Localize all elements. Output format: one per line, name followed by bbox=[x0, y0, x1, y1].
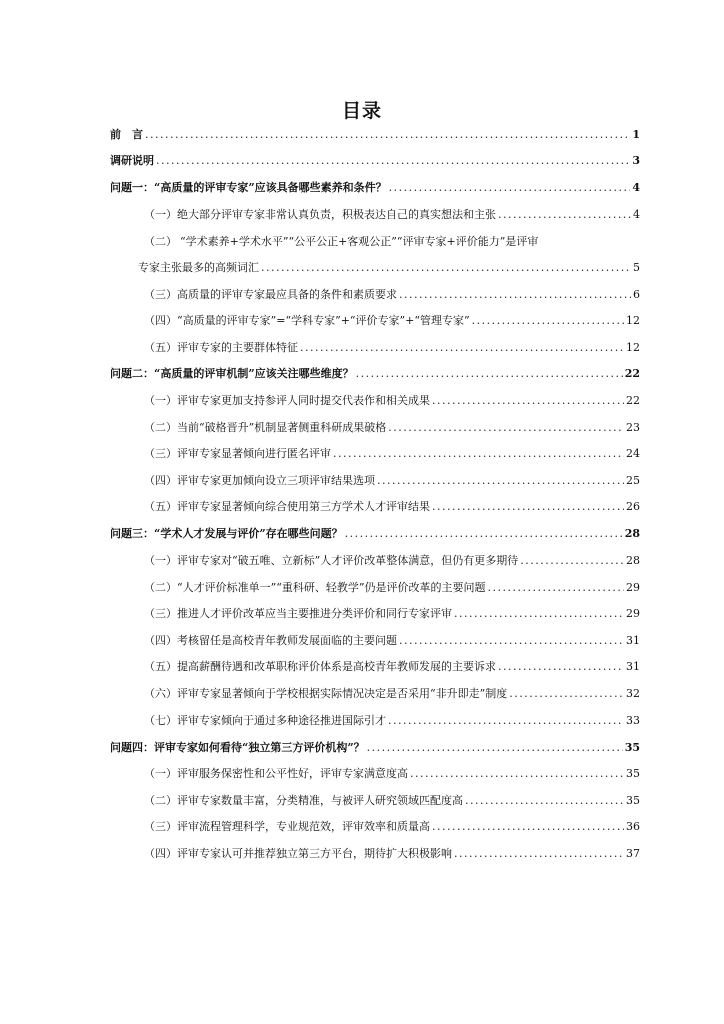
toc-leader-dots bbox=[399, 634, 624, 648]
toc-entry-text: 调研说明 bbox=[110, 154, 154, 167]
toc-subsection-entry[interactable] bbox=[110, 447, 640, 461]
toc-entry-text: 高质量的评审专家最应具备的条件和素质要求 bbox=[177, 288, 397, 301]
toc-subsection-entry[interactable] bbox=[110, 767, 640, 781]
toc-leader-dots bbox=[389, 181, 631, 195]
toc-entry-text: 绝大部分评审专家非常认真负责，积极表达自己的真实想法和主张 bbox=[177, 208, 496, 221]
toc-page-number: 35 bbox=[626, 794, 640, 807]
toc-entry-number: （二） bbox=[144, 421, 177, 434]
toc-section-entry[interactable] bbox=[110, 181, 640, 195]
toc-entry-text: 评审专家认可并推荐独立第三方平台，期待扩大积极影响 bbox=[177, 847, 452, 860]
toc-entry-text: 推进人才评价改革应当主要推进分类评价和同行专家评审 bbox=[177, 607, 452, 620]
toc-subsection-entry[interactable] bbox=[110, 208, 640, 222]
toc-page-number: 26 bbox=[626, 500, 640, 513]
toc-entry-text: 前 言 bbox=[110, 128, 143, 141]
toc-section-entry[interactable] bbox=[110, 741, 640, 755]
toc-page-number: 28 bbox=[626, 554, 640, 567]
toc-entry-text: 评审服务保密性和公平性好，评审专家满意度高 bbox=[177, 767, 408, 780]
toc-entry-text: 当前“破格晋升”机制显著侧重科研成果破格 bbox=[177, 421, 387, 434]
toc-entry-number: （七） bbox=[144, 714, 177, 727]
toc-page-number: 22 bbox=[626, 394, 640, 407]
toc-leader-dots bbox=[399, 288, 631, 302]
toc-entry-text: 评审专家的主要群体特征 bbox=[177, 341, 298, 354]
toc-page-number: 24 bbox=[626, 447, 640, 460]
toc-entry-number: （一） bbox=[144, 394, 177, 407]
toc-leader-dots bbox=[410, 767, 624, 781]
toc-entry-text: 评审专家倾向于通过多种途径推进国际引才 bbox=[177, 714, 386, 727]
toc-leader-dots bbox=[377, 474, 624, 488]
toc-entry-number: （一） bbox=[144, 208, 177, 221]
toc-entry-number: （二） bbox=[144, 581, 177, 594]
toc-entry-text: 问题一：“高质量的评审专家”应该具备哪些素养和条件？ bbox=[110, 181, 387, 194]
toc-entry-text: 考核留任是高校青年教师发展面临的主要问题 bbox=[177, 634, 397, 647]
toc-entry-text: “人才评价标准单一”“重科研、轻教学”仍是评价改革的主要问题 bbox=[177, 581, 486, 594]
toc-page-number: 23 bbox=[626, 421, 640, 434]
toc-page-number: 12 bbox=[626, 314, 640, 327]
toc-section-entry[interactable] bbox=[110, 367, 640, 381]
toc-subsection-entry[interactable] bbox=[110, 714, 640, 728]
toc-entry-number: （四） bbox=[144, 847, 177, 860]
toc-entry-number: （一） bbox=[144, 554, 177, 567]
toc-page-number: 3 bbox=[632, 154, 640, 167]
toc-entry-number: （四） bbox=[144, 314, 177, 327]
toc-entry-text: 提高薪酬待遇和改革职称评价体系是高校青年教师发展的主要诉求 bbox=[177, 660, 496, 673]
toc-section-entry[interactable] bbox=[110, 527, 640, 541]
toc-page-number: 31 bbox=[626, 660, 640, 673]
toc-leader-dots bbox=[367, 741, 623, 755]
toc-page-number: 36 bbox=[626, 820, 640, 833]
toc-subsection-entry[interactable] bbox=[110, 421, 640, 435]
toc-subsection-entry[interactable] bbox=[110, 820, 640, 834]
toc-entry-number: （三） bbox=[144, 288, 177, 301]
toc-entry-text: 问题四：评审专家如何看待“独立第三方评价机构”？ bbox=[110, 741, 365, 754]
toc-page-number: 35 bbox=[624, 741, 640, 754]
toc-leader-dots bbox=[156, 154, 630, 168]
toc-page-number: 28 bbox=[624, 527, 640, 540]
toc-subsection-entry[interactable] bbox=[110, 394, 640, 408]
toc-subsection-entry[interactable] bbox=[110, 554, 640, 568]
toc-page-number: 37 bbox=[626, 847, 640, 860]
toc-subsection-entry[interactable] bbox=[110, 607, 640, 621]
toc-entry-number: （三） bbox=[144, 447, 177, 460]
toc-leader-dots bbox=[498, 208, 631, 222]
toc-subsection-entry[interactable] bbox=[110, 500, 640, 514]
toc-page-number: 33 bbox=[626, 714, 640, 727]
toc-subsection-entry[interactable] bbox=[110, 314, 640, 328]
toc-leader-dots bbox=[465, 794, 624, 808]
toc-leader-dots bbox=[145, 128, 630, 142]
toc-page-number: 29 bbox=[626, 581, 640, 594]
toc-section-entry[interactable] bbox=[110, 154, 640, 168]
toc-section-entry[interactable] bbox=[110, 128, 640, 142]
toc-entry-number: （六） bbox=[144, 687, 177, 700]
toc-leader-dots bbox=[488, 581, 625, 595]
toc-subsection-entry[interactable] bbox=[110, 581, 640, 595]
toc-entry-number: （二） bbox=[144, 794, 177, 807]
toc-entry-text: 评审专家显著倾向于学校根据实际情况决定是否采用“非升即走”制度 bbox=[177, 687, 508, 700]
toc-entry-number: （二） bbox=[144, 235, 177, 248]
toc-page-number: 31 bbox=[626, 634, 640, 647]
toc-page-number: 4 bbox=[633, 208, 640, 221]
toc-page-number: 1 bbox=[632, 128, 640, 141]
toc-subsection-entry[interactable] bbox=[110, 794, 640, 808]
toc-subsection-entry[interactable] bbox=[110, 474, 640, 488]
toc-subsection-entry[interactable] bbox=[110, 634, 640, 648]
toc-entry-number: （五） bbox=[144, 660, 177, 673]
toc-leader-dots bbox=[432, 394, 624, 408]
toc-leader-dots bbox=[509, 687, 624, 701]
toc-entry-number: （四） bbox=[144, 634, 177, 647]
toc-entry-text: 问题二：“高质量的评审机制”应该关注哪些维度？ bbox=[110, 367, 354, 380]
toc-leader-dots bbox=[472, 314, 624, 328]
toc-subsection-entry[interactable] bbox=[110, 235, 640, 274]
toc-leader-dots bbox=[300, 341, 624, 355]
toc-page-number: 5 bbox=[633, 261, 640, 274]
toc-entry-text-continued: 专家主张最多的高频词汇 bbox=[138, 261, 259, 274]
toc-entry-text: “高质量的评审专家”=“学科专家”+“评价专家”+“管理专家” bbox=[177, 314, 470, 327]
toc-entry-text: 评审专家更加支持参评人同时提交代表作和相关成果 bbox=[177, 394, 430, 407]
toc-leader-dots bbox=[388, 421, 624, 435]
toc-entry-number: （四） bbox=[144, 474, 177, 487]
toc-entry-text: 评审专家数量丰富，分类精准，与被评人研究领域匹配度高 bbox=[177, 794, 463, 807]
toc-entry-number: （五） bbox=[144, 341, 177, 354]
toc-page-number: 35 bbox=[626, 767, 640, 780]
toc-entry-number: （五） bbox=[144, 500, 177, 513]
toc-leader-dots bbox=[345, 527, 623, 541]
toc-leader-dots bbox=[520, 554, 624, 568]
toc-page-number: 32 bbox=[626, 687, 640, 700]
toc-page-number: 12 bbox=[626, 341, 640, 354]
toc-entry-text: 评审专家对“破五唯、立新标”人才评价改革整体满意，但仍有更多期待 bbox=[177, 554, 519, 567]
toc-page-number: 29 bbox=[626, 607, 640, 620]
toc-entry-text: 问题三：“学术人才发展与评价”存在哪些问题？ bbox=[110, 527, 343, 540]
toc-page-number: 6 bbox=[633, 288, 640, 301]
toc-entry-text: “学术素养+学术水平”“公平公正+客观公正”“评审专家+评价能力”是评审 bbox=[180, 235, 539, 248]
toc-leader-dots bbox=[333, 447, 624, 461]
toc-leader-dots bbox=[454, 607, 624, 621]
toc-entry-text: 评审流程管理科学，专业规范效，评审效率和质量高 bbox=[177, 820, 430, 833]
toc-subsection-entry[interactable] bbox=[110, 288, 640, 302]
toc-entry-text: 评审专家更加倾向设立三项评审结果选项 bbox=[177, 474, 375, 487]
toc-title: 目录 bbox=[341, 100, 382, 122]
toc-entry-text: 评审专家显著倾向综合使用第三方学术人才评审结果 bbox=[177, 500, 430, 513]
toc-leader-dots bbox=[498, 660, 624, 674]
toc-subsection-entry[interactable] bbox=[110, 687, 640, 701]
toc-leader-dots bbox=[432, 500, 624, 514]
toc-leader-dots bbox=[356, 367, 623, 381]
toc-page-number: 25 bbox=[626, 474, 640, 487]
toc-subsection-entry[interactable] bbox=[110, 341, 640, 355]
toc-entry-number: （三） bbox=[144, 820, 177, 833]
toc-leader-dots bbox=[261, 261, 631, 275]
toc-page-number: 4 bbox=[632, 181, 640, 194]
toc-subsection-entry[interactable] bbox=[110, 847, 640, 861]
toc-entry-number: （三） bbox=[144, 607, 177, 620]
toc-page-number: 22 bbox=[624, 367, 640, 380]
toc-entry-number: （一） bbox=[144, 767, 177, 780]
toc-subsection-entry[interactable] bbox=[110, 660, 640, 674]
toc-entry-text: 评审专家显著倾向进行匿名评审 bbox=[177, 447, 331, 460]
toc-leader-dots bbox=[454, 847, 624, 861]
toc-leader-dots bbox=[388, 714, 624, 728]
toc-leader-dots bbox=[432, 820, 624, 834]
